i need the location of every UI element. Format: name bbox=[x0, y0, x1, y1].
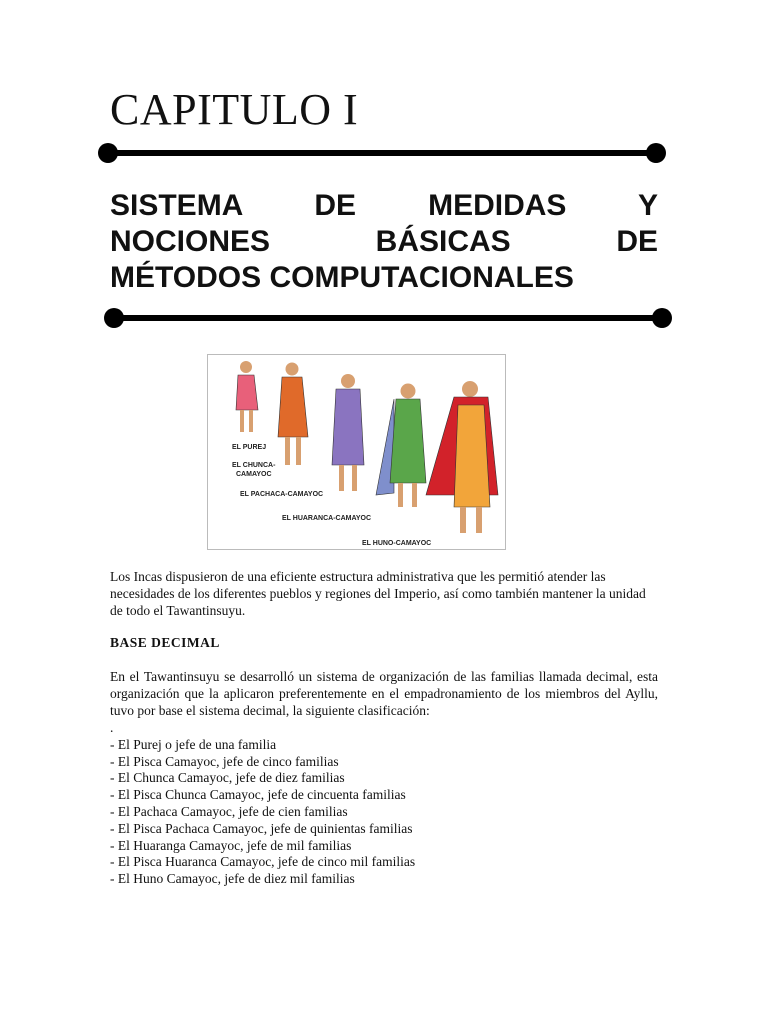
list-item: - El Huaranga Camayoc, jefe de mil familias bbox=[110, 837, 352, 853]
subtitle-line-3: MÉTODOS COMPUTACIONALES bbox=[110, 261, 574, 294]
subtitle-line-1: SISTEMA DE MEDIDAS Y bbox=[110, 189, 658, 222]
list-item: - El Chunca Camayoc, jefe de diez familias bbox=[110, 770, 345, 786]
classification-list bbox=[110, 720, 658, 888]
divider-dot-left bbox=[98, 143, 118, 163]
list-item: . bbox=[110, 720, 114, 735]
section-heading: BASE DECIMAL bbox=[110, 635, 220, 650]
list-item: - El Pisca Camayoc, jefe de cinco familias bbox=[110, 753, 339, 769]
intro-paragraph: Los Incas dispusieron de una eficiente estructura administrativa que les permitió atender las necesidades de los diferentes pueblos y regiones del Imperio, así como también mantener la unidad de todo el Tawantinsuyu. bbox=[110, 569, 646, 618]
list-item: - El Pisca Huaranca Camayoc, jefe de cinco mil familias bbox=[110, 854, 416, 870]
list-item: - El Huno Camayoc, jefe de diez mil familias bbox=[110, 871, 355, 887]
label-pachaca-camayoc: EL PACHACA-CAMAYOC bbox=[240, 491, 324, 498]
label-chunca: EL CHUNCA- bbox=[232, 462, 276, 469]
subtitle-line-2: NOCIONES BÁSICAS DE bbox=[110, 225, 658, 258]
divider-dot-right bbox=[646, 143, 666, 163]
figure-huno-camayoc bbox=[426, 381, 498, 533]
label-huaranca-camayoc: EL HUARANCA-CAMAYOC bbox=[282, 515, 372, 522]
figure-pachaca-camayoc bbox=[332, 374, 364, 491]
decimal-paragraph: En el Tawantinsuyu se desarrolló un sistema de organización de las familias llamada decimal, esta organización que la aplicaron preferentemente en el empadronamiento de los miembros del Ayllu, tuvo por base el sistema decimal, la siguiente clasificación: bbox=[110, 669, 658, 718]
list-item: - El Pisca Pachaca Camayoc, jefe de quinientas familias bbox=[110, 820, 413, 836]
divider-dot-right bbox=[652, 308, 672, 328]
list-item: - El Pachaca Camayoc, jefe de cien familias bbox=[110, 803, 348, 819]
top-divider bbox=[108, 150, 656, 156]
label-huno-camayoc: EL HUNO-CAMAYOC bbox=[362, 540, 432, 547]
chapter-title: CAPITULO I bbox=[110, 85, 359, 134]
figure-chunca-camayoc bbox=[278, 363, 308, 466]
divider-dot-left bbox=[104, 308, 124, 328]
list-item: - El Pisca Chunca Camayoc, jefe de cincuenta familias bbox=[110, 787, 406, 803]
chapter-subtitle bbox=[110, 188, 658, 296]
inca-figures-drawing bbox=[208, 355, 505, 549]
inca-officials-illustration bbox=[207, 354, 506, 550]
figure-purej bbox=[236, 361, 258, 432]
bottom-divider bbox=[114, 315, 662, 321]
figure-huaranca-camayoc bbox=[376, 384, 426, 508]
list-item: - El Purej o jefe de una familia bbox=[110, 736, 277, 752]
label-camayoc: CAMAYOC bbox=[236, 471, 272, 478]
label-purej: EL PUREJ bbox=[232, 444, 267, 451]
